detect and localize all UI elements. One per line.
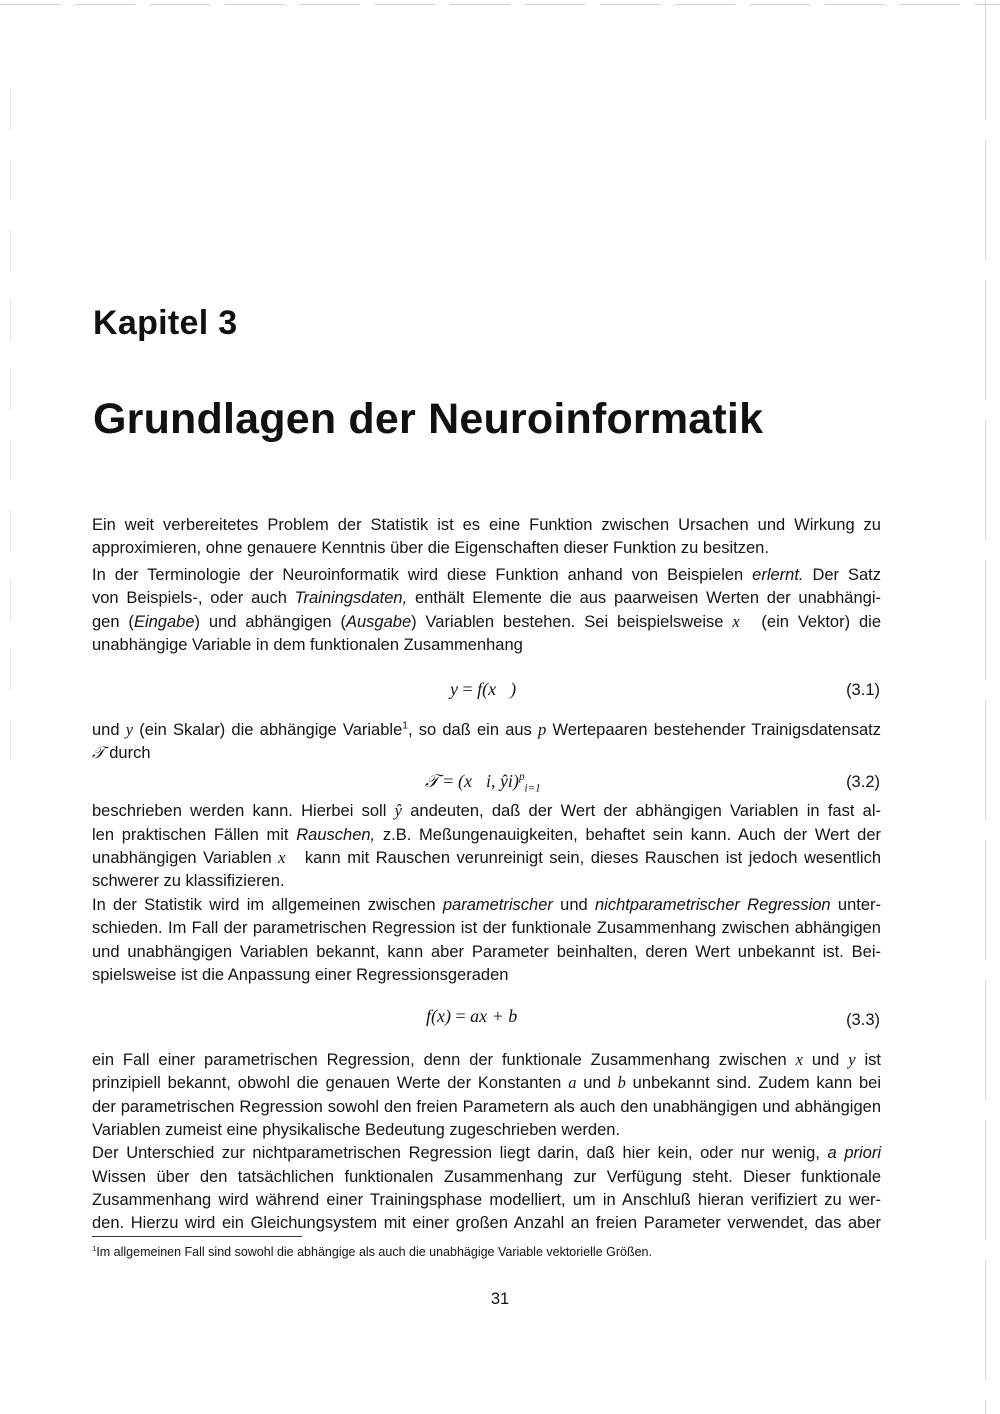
paragraph-6-line-1 [92, 1049, 881, 1071]
scan-edge-left [10, 90, 11, 790]
text-run: gen ( [92, 613, 134, 631]
equation-number: (3.2) [846, 773, 880, 791]
emphasis: a priori [827, 1144, 881, 1162]
paragraph-5-line-3: und unabhängigen Variablen bekannt, kann aber Parameter beinhalten, deren Wert unbekannt ist. Bei- [92, 943, 881, 961]
scan-edge-right [985, 0, 986, 1414]
paragraph-5-line-2: schieden. Im Fall der parametrischen Regression ist der funktionale Zusammenhang zwischen abhängigen [92, 919, 881, 937]
paragraph-7-line-4: den. Hierzu wird ein Gleichungsystem mit einer großen Anzahl an freien Parameter verwendet, das aber [92, 1214, 881, 1232]
paragraph-1-line-2: approximieren, ohne genauere Kenntnis über die Eigenschaften dieser Funktion zu besitzen. [92, 539, 769, 557]
math-symbol: x [795, 1050, 803, 1069]
text-run: In der Terminologie der Neuroinformatik wird diese Funktion anhand von Beispielen [92, 566, 753, 584]
emphasis: Rauschen, [296, 826, 376, 844]
math-symbol: b [617, 1073, 626, 1092]
equation-3-1: y = f(x⃗) [450, 679, 517, 699]
text-run: andeuten, daß der Wert der abhängigen Variablen in fast al- [401, 802, 881, 820]
paragraph-4-line-3 [92, 847, 881, 869]
math-symbol: x⃗ [278, 848, 299, 867]
math-symbol: ŷ [394, 801, 402, 820]
text-run: ein Fall einer parametrischen Regression, denn der funktionale Zusammenhang zwischen [92, 1051, 796, 1069]
text-run: prinzipiell bekannt, obwohl die genauen Werte der Konstanten [92, 1074, 569, 1092]
equation-rhs: (x⃗i, ŷi) [457, 771, 519, 791]
paragraph-6-line-3: der parametrischen Regression sowohl den freien Parametern als auch den unabhängigen und abhängigen [92, 1098, 881, 1116]
math-symbol: y [848, 1050, 856, 1069]
equation-rhs: ax + b [470, 1006, 518, 1026]
footnote-rule [92, 1236, 302, 1237]
footnote-ref: 1 [402, 720, 408, 732]
equation-number: (3.3) [846, 1011, 880, 1029]
text-run: und [576, 1074, 618, 1092]
text-run: beschrieben werden kann. Hierbei soll [92, 802, 395, 820]
footnote-marker: 1 [92, 1243, 97, 1253]
page-number: 31 [490, 1290, 510, 1308]
paragraph-6-line-2 [92, 1072, 881, 1094]
text-run: Der Satz [803, 566, 881, 584]
paragraph-7-line-3: Zusammenhang wird während einer Trainingsphase modelliert, um in Anschluß hieran verifiziert zu wer- [92, 1191, 881, 1209]
math-symbol: y [125, 720, 134, 739]
math-symbol: x⃗ [732, 612, 753, 631]
math-symbol: a [568, 1073, 577, 1092]
text-run: ist [855, 1051, 881, 1069]
footnote-text: Im allgemeinen Fall sind sowohl die abhängige als auch die unabhägige Variable vektorielle Größen. [96, 1245, 652, 1259]
text-run: unabhängigen Variablen [92, 849, 279, 867]
text-run: und [92, 721, 126, 739]
text-run: (ein Vektor) die [752, 613, 882, 631]
emphasis: Eingabe [133, 613, 195, 631]
equation-lhs: y [450, 679, 458, 699]
text-run: durch [104, 744, 151, 762]
text-run: Der Unterschied zur nichtparametrischen Regression liegt darin, daß hier kein, oder nur wenig, [92, 1144, 828, 1162]
text-run: unter- [830, 896, 882, 914]
footnote [92, 1242, 652, 1262]
text-run: und [802, 1051, 849, 1069]
equation-rhs: f(x⃗) [477, 679, 517, 699]
text-run: , so daß ein aus [407, 721, 538, 739]
equation-subscript: i=1 [524, 782, 541, 795]
paragraph-4-line-1 [92, 800, 881, 822]
text-run: (ein Skalar) die abhängige Variable [133, 721, 403, 739]
paragraph-2-line-1 [92, 564, 881, 586]
paragraph-2-line-3 [92, 611, 881, 633]
text-run: z.B. Meßungenauigkeiten, behaftet sein kann. Auch der Wert der [375, 826, 881, 844]
math-symbol: p [538, 720, 547, 739]
text-run: kann mit Rauschen verunreinigt sein, dieses Rauschen ist jedoch wesentlich [298, 849, 881, 867]
emphasis: Ausgabe [345, 613, 412, 631]
paragraph-1-line-1: Ein weit verbereitetes Problem der Statistik ist es eine Funktion zwischen Ursachen und Wirkung zu [92, 516, 881, 534]
paragraph-3-line-1 [92, 719, 881, 741]
equation-3-2: 𝒯 = (x⃗i, ŷi)$^p_{i=1}$ [425, 771, 541, 795]
paragraph-3-line-2 [92, 742, 151, 764]
emphasis: Trainingsdaten, [294, 589, 408, 607]
text-run: von Beispiels-, oder auch [92, 589, 295, 607]
emphasis: erlernt. [752, 566, 804, 584]
equation-3-3: f(x) = ax + b [426, 1006, 518, 1026]
paragraph-4-line-2 [92, 824, 881, 846]
equation-number: (3.1) [846, 681, 880, 699]
text-run: unbekannt sind. Zudem kann bei [625, 1074, 882, 1092]
chapter-title: Grundlagen der Neuroinformatik [93, 395, 764, 443]
emphasis: nichtparametrischer Regression [594, 896, 831, 914]
emphasis: parametrischer [442, 896, 553, 914]
equation-lhs: f(x) [426, 1006, 451, 1026]
equation-lhs: 𝒯 [425, 771, 439, 791]
text-run: len praktischen Fällen mit [92, 826, 297, 844]
chapter-label: Kapitel 3 [93, 304, 238, 342]
math-symbol: 𝒯 [92, 743, 105, 762]
text-run: ) und abhängigen ( [194, 613, 346, 631]
paragraph-7-line-1 [92, 1142, 881, 1164]
paragraph-7-line-2: Wissen über den tatsächlichen funktionalen Zusammenhang zur Verfügung steht. Dieser funktionale [92, 1168, 881, 1186]
text-run: Wertepaaren bestehender Trainigsdatensatz [546, 721, 881, 739]
scan-edge-top [0, 4, 1000, 5]
text-run: ) Variablen bestehen. Sei beispielsweise [411, 613, 733, 631]
paragraph-6-line-4: Variablen zumeist eine physikalische Bedeutung zugeschrieben werden. [92, 1121, 621, 1139]
text-run: enthält Elemente die aus paarweisen Werten der unabhängi- [407, 589, 881, 607]
paragraph-2-line-4: unabhängige Variable in dem funktionalen Zusammenhang [92, 636, 523, 654]
paragraph-5-line-1 [92, 894, 881, 916]
paragraph-4-line-4: schwerer zu klassifizieren. [92, 872, 285, 890]
paragraph-2-line-2 [92, 587, 881, 609]
text-run: und [552, 896, 595, 914]
text-run: In der Statistik wird im allgemeinen zwischen [92, 896, 443, 914]
paragraph-5-line-4: spielsweise ist die Anpassung einer Regressionsgeraden [92, 966, 509, 984]
equation-superscript: p [518, 771, 525, 783]
